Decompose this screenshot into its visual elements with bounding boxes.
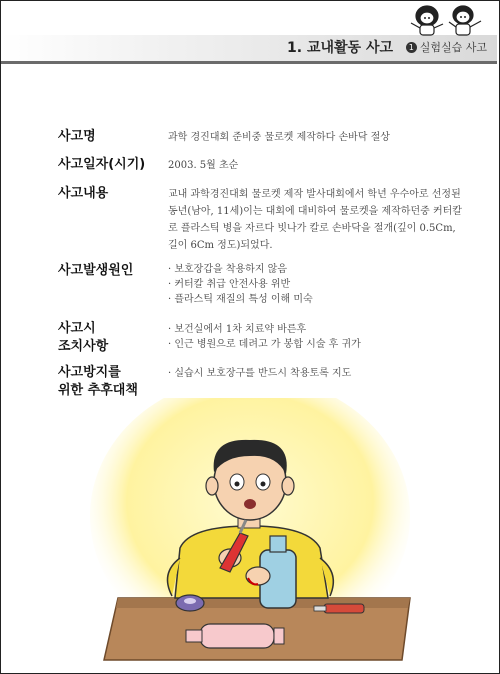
header-rule [1,61,497,64]
accident-date-label: 사고일자(시기) [58,157,146,172]
accident-cause-list [168,262,468,307]
accident-action-label [58,320,108,356]
section-title: 1. 교내활동 사고 [287,40,393,56]
list-item: · 플라스틱 재질의 특성 이해 미숙 [168,292,468,307]
list-item: · 커터칼 취급 안전사용 위반 [168,277,468,292]
prevention-label [58,364,138,400]
page-header [1,1,497,65]
prevention-label-line1: 사고방지를 [58,365,121,380]
accident-name-label: 사고명 [58,129,96,144]
accident-content-value: 교내 과학경진대회 물로켓 제작 발사대회에서 학년 우수아로 선정된 동년(남아, 11세)이는 대회에 대비하여 물로켓을 제작하던중 커터칼로 플라스틱 병을 자르다 빗나가 칼로 손바닥을 절개(깊이 0.5Cm, 길이 6Cm 정도)되었다. [168,189,462,251]
list-item: · 보호장갑을 착용하지 않음 [168,262,468,277]
action-label-line1: 사고시 [58,321,96,336]
accident-action-list [168,322,468,352]
action-label-line2: 조치사항 [58,339,109,354]
section-subtitle [406,39,487,55]
accident-name-value: 과학 경진대회 준비중 물로켓 제작하다 손바닥 절상 [168,132,390,143]
accident-content-label: 사고내용 [58,186,109,201]
list-item: · 인근 병원으로 데려고 가 봉합 시술 후 귀가 [168,337,468,352]
accident-date-value: 2003. 5월 초순 [168,160,239,171]
prevention-list [168,366,468,381]
subtitle-text: 실험실습 사고 [419,41,487,54]
list-item: · 실습시 보호장구를 반드시 착용토록 지도 [168,366,468,381]
lying-bottle [200,624,274,648]
accident-illustration [80,398,420,666]
boy-shirt [175,526,328,598]
kids-mascot-icon [405,3,491,37]
subtitle-number-badge: 1 [406,42,417,53]
glue-tube [324,604,364,613]
list-item: · 보건실에서 1차 치료약 바른후 [168,322,468,337]
prevention-label-line2: 위한 추후대책 [58,383,138,398]
accident-cause-label: 사고발생원인 [58,263,134,278]
